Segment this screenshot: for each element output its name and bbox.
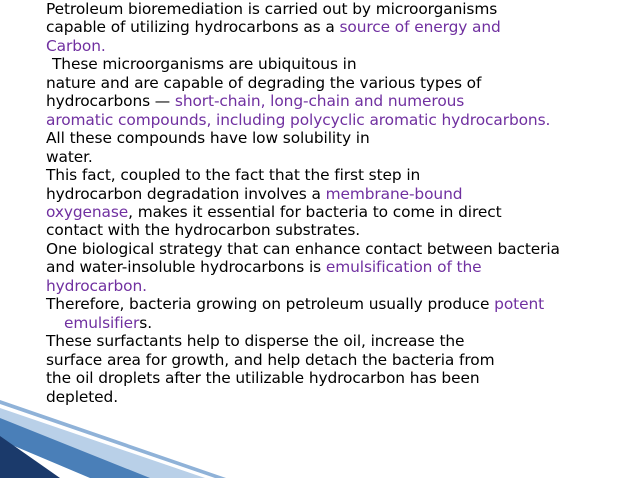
text-line — [46, 369, 636, 387]
body-text: depleted. — [46, 387, 119, 406]
text-line — [46, 92, 636, 110]
body-text: water. — [46, 147, 93, 166]
text-line — [46, 37, 636, 55]
body-text: hydrocarbon degradation involves a — [46, 184, 326, 203]
body-text: s. — [139, 313, 152, 332]
text-line — [46, 388, 636, 406]
body-text: These surfactants help to disperse the oil, increase the — [46, 332, 465, 351]
highlighted-text: membrane-bound — [325, 184, 463, 203]
text-line — [46, 258, 636, 276]
text-line — [46, 351, 636, 369]
body-text: nature and are capable of degrading the various types of — [46, 73, 482, 92]
body-text: , makes it essential for bacteria to come in direct — [128, 202, 502, 221]
text-line — [46, 74, 636, 92]
body-text: Therefore, bacteria growing on petroleum usually produce — [46, 295, 495, 314]
text-line — [46, 129, 636, 147]
highlighted-text: short-chain, long-chain and numerous — [174, 92, 465, 111]
text-line — [46, 221, 636, 239]
text-line — [46, 203, 636, 221]
text-line — [46, 0, 636, 18]
text-line — [46, 332, 636, 350]
text-line — [46, 185, 636, 203]
text-line — [46, 55, 636, 73]
highlighted-text: potent — [494, 295, 545, 314]
body-text: the oil droplets after the utilizable hydrocarbon has been — [46, 369, 480, 388]
text-line — [46, 148, 636, 166]
highlighted-text: emulsifier — [64, 313, 140, 332]
text-line — [46, 18, 636, 36]
slide-body-text — [46, 0, 636, 406]
body-text: surface area for growth, and help detach the bacteria from — [46, 350, 495, 369]
text-line — [46, 166, 636, 184]
body-text: These microorganisms are ubiquitous in — [52, 55, 357, 74]
body-text: Petroleum bioremediation is carried out by microorganisms — [46, 0, 498, 18]
text-line — [46, 314, 636, 332]
text-line — [46, 277, 636, 295]
highlighted-text: source of energy and — [339, 18, 501, 37]
body-text: and water-insoluble hydrocarbons is — [46, 258, 326, 277]
text-line — [46, 295, 636, 313]
highlighted-text: oxygenase — [46, 202, 129, 221]
body-text: contact with the hydrocarbon substrates. — [46, 221, 361, 240]
highlighted-text: emulsification of the — [325, 258, 482, 277]
highlighted-text: Carbon. — [46, 36, 106, 55]
body-text: This fact, coupled to the fact that the first step in — [46, 166, 421, 185]
body-text: hydrocarbons — — [46, 92, 175, 111]
body-text: All these compounds have low solubility in — [46, 129, 370, 148]
body-text: capable of utilizing hydrocarbons as a — [46, 18, 340, 37]
body-text: One biological strategy that can enhance contact between bacteria — [46, 239, 560, 258]
highlighted-text: hydrocarbon. — [46, 276, 147, 295]
text-line — [46, 111, 636, 129]
text-line — [46, 240, 636, 258]
highlighted-text: aromatic compounds, including polycyclic aromatic hydrocarbons. — [46, 110, 551, 129]
